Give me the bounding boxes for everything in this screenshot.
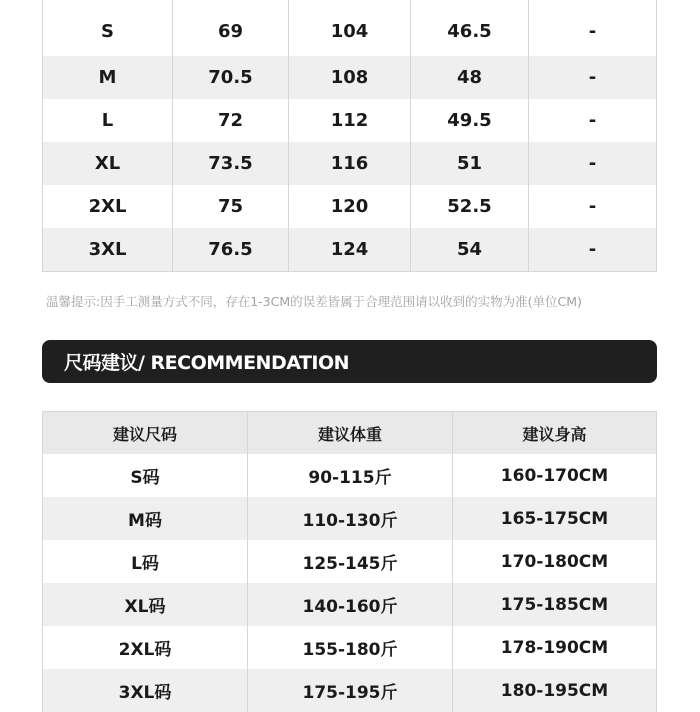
extra-cell: - [529, 56, 657, 99]
rec-height-cell: 180-195CM [453, 669, 657, 712]
shoulder-cell: 54 [411, 228, 529, 272]
extra-cell: - [529, 99, 657, 142]
chest-cell: 124 [289, 228, 411, 272]
table-row [43, 142, 657, 185]
size-cell: 3XL [43, 228, 173, 272]
extra-cell: - [529, 0, 657, 56]
size-cell: S [43, 0, 173, 56]
table-row [43, 56, 657, 99]
measurement-note: 温馨提示:因手工测量方式不同，存在1-3CM的误差皆属于合理范围请以收到的实物为准(单位CM) [46, 294, 582, 309]
chest-cell: 104 [289, 0, 411, 56]
recommendation-title: 尺码建议/ RECOMMENDATION [64, 352, 350, 374]
extra-cell: - [529, 228, 657, 272]
rec-height-cell: 165-175CM [453, 497, 657, 540]
table-row [43, 669, 657, 712]
rec-size-cell: XL码 [43, 583, 248, 626]
extra-cell: - [529, 142, 657, 185]
table-row [43, 99, 657, 142]
length-cell: 76.5 [173, 228, 289, 272]
rec-size-cell: 2XL码 [43, 626, 248, 669]
shoulder-cell: 49.5 [411, 99, 529, 142]
header-height: 建议身高 [453, 412, 657, 455]
shoulder-cell: 48 [411, 56, 529, 99]
header-weight: 建议体重 [248, 412, 453, 455]
rec-size-cell: 3XL码 [43, 669, 248, 712]
shoulder-cell: 46.5 [411, 0, 529, 56]
table-row [43, 0, 657, 56]
size-recommendation-table [42, 411, 657, 712]
extra-cell: - [529, 185, 657, 228]
table-row [43, 185, 657, 228]
rec-weight-cell: 155-180斤 [248, 626, 453, 669]
rec-size-cell: S码 [43, 454, 248, 497]
length-cell: 69 [173, 0, 289, 56]
table-row [43, 583, 657, 626]
rec-weight-cell: 140-160斤 [248, 583, 453, 626]
rec-height-cell: 178-190CM [453, 626, 657, 669]
table-header-row [43, 412, 657, 455]
rec-size-cell: L码 [43, 540, 248, 583]
size-cell: 2XL [43, 185, 173, 228]
table-row [43, 454, 657, 497]
chest-cell: 120 [289, 185, 411, 228]
rec-height-cell: 160-170CM [453, 454, 657, 497]
size-cell: XL [43, 142, 173, 185]
table-row [43, 228, 657, 272]
table-row [43, 540, 657, 583]
size-cell: L [43, 99, 173, 142]
rec-height-cell: 170-180CM [453, 540, 657, 583]
header-size: 建议尺码 [43, 412, 248, 455]
length-cell: 75 [173, 185, 289, 228]
chest-cell: 116 [289, 142, 411, 185]
length-cell: 72 [173, 99, 289, 142]
rec-weight-cell: 90-115斤 [248, 454, 453, 497]
size-cell: M [43, 56, 173, 99]
shoulder-cell: 52.5 [411, 185, 529, 228]
length-cell: 73.5 [173, 142, 289, 185]
rec-weight-cell: 125-145斤 [248, 540, 453, 583]
size-measurement-table [42, 0, 657, 272]
table-row [43, 497, 657, 540]
chest-cell: 108 [289, 56, 411, 99]
rec-weight-cell: 110-130斤 [248, 497, 453, 540]
chest-cell: 112 [289, 99, 411, 142]
rec-height-cell: 175-185CM [453, 583, 657, 626]
shoulder-cell: 51 [411, 142, 529, 185]
table-row [43, 626, 657, 669]
rec-size-cell: M码 [43, 497, 248, 540]
recommendation-banner [42, 340, 657, 383]
rec-weight-cell: 175-195斤 [248, 669, 453, 712]
length-cell: 70.5 [173, 56, 289, 99]
